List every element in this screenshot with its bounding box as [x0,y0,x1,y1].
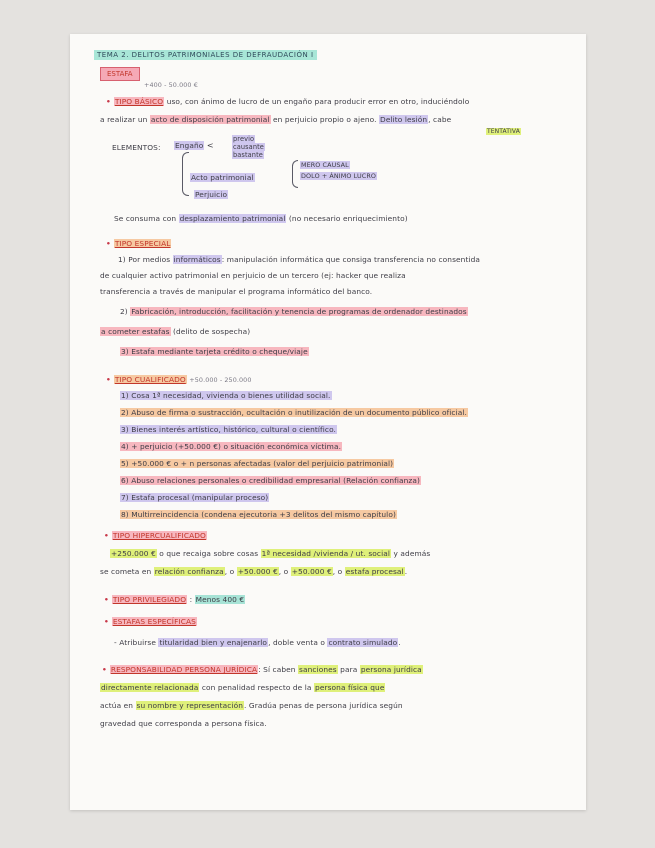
estafa-procesal: estafa procesal [345,567,404,576]
estafas-especificas-text [114,637,401,648]
dolo-item: DOLO + ÁNIMO LUCRO [301,172,376,180]
desplazamiento: desplazamiento patrimonial [179,214,286,223]
cualificado-item-text: 1) Cosa 1ª necesidad, vivienda o bienes utilidad social. [121,391,331,400]
directamente-relacionada: directamente relacionada [101,683,199,692]
elementos-label: ELEMENTOS: [112,143,161,152]
text-fragment: , o [332,567,343,576]
tipo-hipercualificado-heading [104,530,207,541]
estafas-especificas-heading [104,616,197,627]
tentativa-label: TENTATIVA [487,128,520,135]
brace-icon [292,160,298,188]
cualificado-item-text: 2) Abuso de firma o sustracción, ocultación o inutilización de un documento público oficial. [121,408,467,417]
informaticos: informáticos [173,255,221,264]
especial-item1-line3: transferencia a través de manipular el programa informático del banco. [100,287,373,296]
text-fragment: : Sí caben [258,665,296,674]
engano-type: previo [233,135,255,143]
brace-icon [182,152,189,196]
tipo-hipercualificado-label: TIPO HIPERCUALIFICADO [112,531,206,540]
representacion: su nombre y representación [136,701,243,710]
dolo-item: MERO CAUSAL [301,161,349,169]
perjuicio-label [194,189,228,200]
titularidad: titularidad bien y enajenarlo [159,638,268,647]
text-fragment: se cometa en [100,567,152,576]
cualificado-item-text: 4) + perjuicio (+50.000 €) o situación económica víctima. [121,442,342,451]
tipo-privilegiado-label: TIPO PRIVILEGIADO [112,595,187,604]
section-label-estafa: ESTAFA [100,67,140,81]
acto-text: Acto patrimonial [191,173,254,182]
acto-label [190,172,255,183]
hipercualificado-line2 [100,566,407,577]
responsabilidad-line3 [100,700,403,711]
tipo-especial-heading [106,238,171,249]
responsabilidad-line2 [100,682,385,693]
text-fragment: en perjuicio propio o ajeno. [273,115,377,124]
text-fragment: , o [278,567,289,576]
cualificado-item [120,390,332,401]
especial-item2-line2 [100,326,250,337]
bullet-icon: • [104,595,109,604]
tipo-especial-label: TIPO ESPECIAL [114,239,171,248]
notes-page [70,34,586,810]
text-fragment: o que recaiga sobre cosas [159,549,259,558]
cualificado-item-text: 5) +50.000 € o + n personas afectadas (valor del perjuicio patrimonial) [121,459,394,468]
tipo-cualificado-label: TIPO CUALIFICADO [114,375,186,384]
text-fragment: , o [224,567,235,576]
perjuicio-text: Perjuicio [195,190,228,199]
sanciones: sanciones [299,665,337,674]
text-fragment: . [404,567,408,576]
consuma-line [114,213,408,224]
amount: +250.000 € [111,549,156,558]
bullet-icon: • [106,239,111,248]
text-fragment: : manipulación informática que consiga transferencia no consentida [221,255,481,264]
range-note: +400 - 50.000 € [144,81,198,89]
tipo-cualificado-heading [106,374,252,386]
privilegiado-text: Menos 400 € [195,595,245,604]
text-fragment: 2) [120,307,128,316]
acto-disposicion: acto de disposición patrimonial [150,115,270,124]
cualificado-item [120,424,337,435]
responsabilidad-line1 [102,664,423,675]
text-fragment: . [398,638,401,647]
cualificado-item [120,492,269,503]
tipo-basico-label: TIPO BÁSICO [114,97,164,106]
especial-item1 [118,254,480,265]
relacion-confianza: relación confianza [154,567,224,576]
bullet-icon: • [104,617,109,626]
engano-types [232,135,265,159]
text-fragment: 1) Por medios [118,255,171,264]
text-fragment: y además [393,549,431,558]
text-fragment: a realizar un [100,115,148,124]
engano-type: bastante [233,151,263,159]
cometer-estafas: a cometer estafas [101,327,170,336]
dolo-notes [300,160,377,182]
page-title: TEMA 2. DELITOS PATRIMONIALES DE DEFRAUDACIÓN I [94,50,317,60]
engano-label [174,140,214,151]
text-fragment: actúa en [100,701,134,710]
cualificado-item-text: 6) Abuso relaciones personales o credibilidad empresarial (Relación confianza) [121,476,421,485]
persona-juridica: persona jurídica [360,665,422,674]
text-fragment: , cabe [428,115,452,124]
cualificado-item-text: 7) Estafa procesal (manipular proceso) [121,493,269,502]
text-fragment: (delito de sospecha) [173,327,251,336]
cualificado-item-text: 8) Multirreincidencia (condena ejecutoria +3 delitos del mismo capítulo) [121,510,396,519]
especial-item2 [120,306,468,317]
amount: +50.000 € [237,567,278,576]
cualificado-item [120,475,421,486]
engano-text: Engaño [175,141,204,150]
bullet-icon: • [106,97,111,106]
cualificado-range: +50.000 - 250.000 [189,376,252,384]
contrato-simulado: contrato simulado [328,638,398,647]
responsabilidad-label: RESPONSABILIDAD PERSONA JURÍDICA [110,665,258,674]
tipo-basico-line2 [100,114,451,125]
cualificado-item [120,407,468,418]
especial-item3 [120,346,309,357]
delito-lesion: Delito lesión [380,115,428,124]
cualificado-item [120,458,394,469]
hipercualificado-line1 [110,548,430,559]
especial-item1-line2: de cualquier activo patrimonial en perjuicio de un tercero (ej: hacker que realiza [100,271,406,280]
responsabilidad-line4: gravedad que corresponda a persona física. [100,719,267,728]
cualificado-item [120,441,342,452]
branch-icon: < [206,141,214,150]
text-fragment: para [340,665,358,674]
text-fragment: - Atribuirse [114,638,156,647]
bullet-icon: • [106,375,111,384]
tentativa-tag [486,126,521,137]
text-fragment: Se consuma con [114,214,177,223]
cualificado-item [120,509,397,520]
tipo-basico-text: uso, con ánimo de lucro de un engaño para producir error en otro, induciéndolo [166,97,470,106]
bullet-icon: • [104,531,109,540]
cualificado-item-text: 3) Bienes interés artístico, histórico, cultural o científico. [121,425,337,434]
tipo-privilegiado-heading [104,594,245,605]
estafas-especificas-label: ESTAFAS ESPECÍFICAS [112,617,196,626]
amount: +50.000 € [291,567,332,576]
text-fragment: . Gradúa penas de persona jurídica según [244,701,403,710]
persona-fisica: persona física que [315,683,385,692]
text-fragment: , doble venta o [268,638,326,647]
text-fragment: (no necesario enriquecimiento) [288,214,408,223]
text-fragment: con penalidad respecto de la [201,683,312,692]
bullet-icon: • [102,665,107,674]
fabricacion: Fabricación, introducción, facilitación y tenencia de programas de ordenador destinados [131,307,467,316]
engano-type: causante [233,143,264,151]
text-fragment: : [189,595,193,604]
tipo-basico-line1 [106,96,469,107]
necesidad: 1ª necesidad /vivienda / ut. social [261,549,391,558]
estafa-tarjeta: 3) Estafa mediante tarjeta crédito o cheque/viaje [121,347,308,356]
